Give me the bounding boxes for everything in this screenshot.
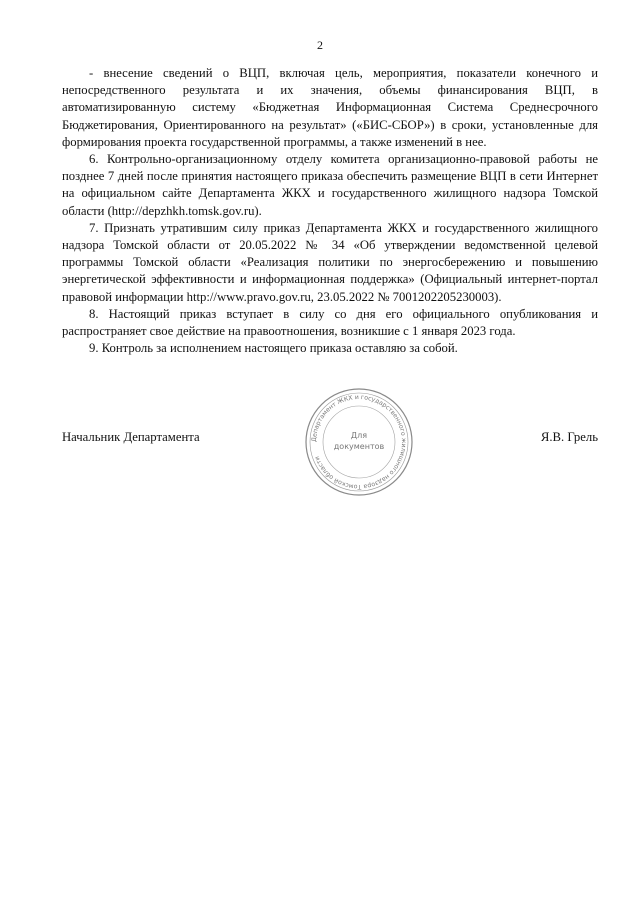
signatory-title: Начальник Департамента	[62, 430, 200, 444]
page-number: 2	[317, 38, 323, 52]
stamp-seal-icon	[303, 386, 415, 498]
official-stamp	[303, 386, 415, 498]
svg-text:Для: Для	[350, 431, 368, 440]
stamp-ring-text: Департамент ЖКХ и государственного жилищного надзора Томской области	[310, 393, 408, 491]
document-body	[62, 65, 598, 357]
paragraph-item-9: 9. Контроль за исполнением настоящего приказа оставляю за собой.	[89, 341, 458, 356]
signatory-name: Я.В. Грель	[540, 430, 598, 444]
paragraph-item-8: 8. Настоящий приказ вступает в силу со дня его официального опубликования и распространяет свое действие на правоотношения, возникшие с 1 января 2023 года.	[62, 306, 598, 339]
svg-text:документов: документов	[333, 442, 385, 451]
paragraph-item-6: 6. Контрольно-организационному отделу комитета организационно-правовой работы не позднее 7 дней после принятия настоящего приказа обеспечить размещение ВЦП в сети Интернет на официальном сайте Департамента ЖКХ и государственного жилищного надзора Томской области (http://depzhkh.tomsk.gov.ru).	[62, 152, 598, 218]
paragraph-item-7: 7. Признать утратившим силу приказ Департамента ЖКХ и государственного жилищного надзора Томской области от 20.05.2022 № 34 «Об утверждении ведомственной целевой программы Томской области «Реализация политики по энергосбережению и повышению энергетической эффективности и информационная поддержка» (Официальный интернет-портал правовой информации http://www.pravo.gov.ru, 23.05.2022 № 7001202205230003).	[62, 220, 598, 304]
paragraph-dash-item: - внесение сведений о ВЦП, включая цель, мероприятия, показатели конечного и непосредственного результата и их значения, объемы финансирования ВЦП, в автоматизированную систему «Бюджетная Информационная Система Среднесрочного Бюджетирования, Ориентированного на результат» («БИС-СБОР») в сроки, установленные для формирования проекта государственной программы, а также изменений в нее.	[62, 66, 598, 149]
